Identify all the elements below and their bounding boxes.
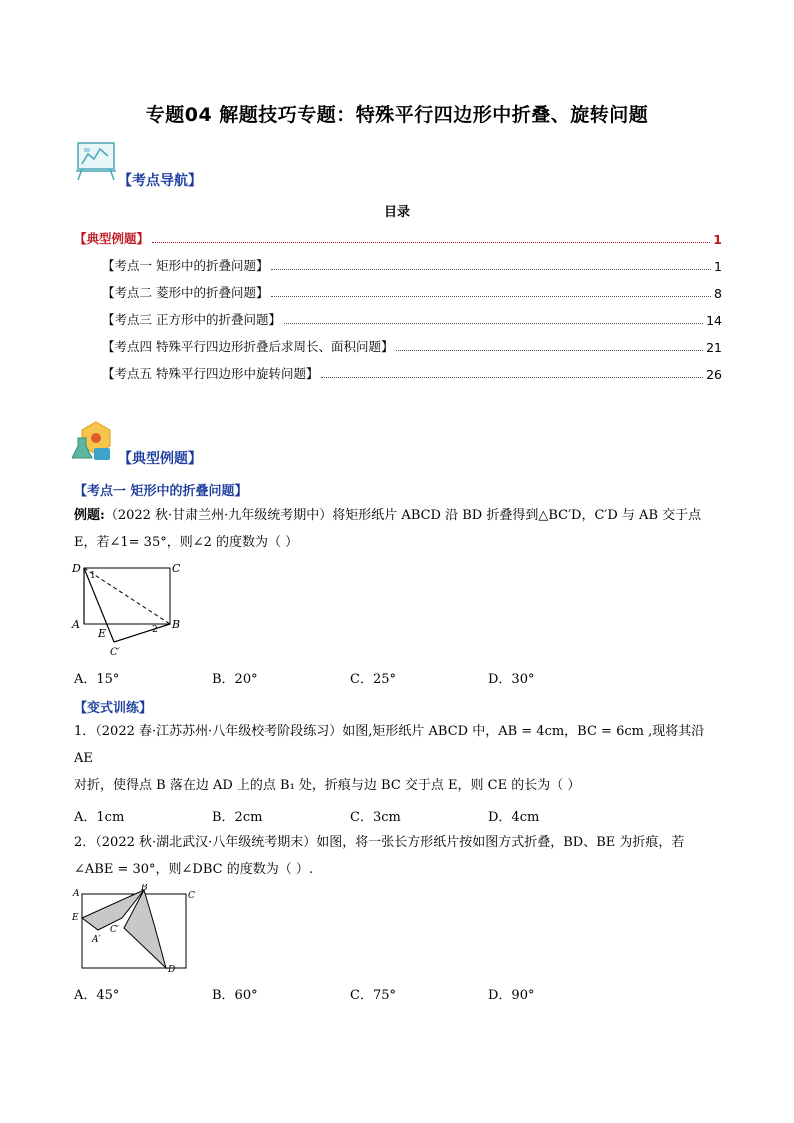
q2-label-b: B xyxy=(141,884,148,893)
toc-item-page: 21 xyxy=(706,340,722,355)
fig-label-c-prime: C′ xyxy=(110,647,120,658)
toc-leader-dots xyxy=(271,269,711,270)
example-option-c[interactable]: C．25° xyxy=(350,672,396,687)
toc-leader-dots xyxy=(396,350,703,351)
toc-item-label: 【考点五 特殊平行四边形中旋转问题】 xyxy=(102,366,319,381)
q2-label-c: C xyxy=(188,891,195,901)
toc-item-page: 14 xyxy=(706,313,722,328)
fig-angle-1: 1 xyxy=(90,571,96,581)
fig-label-c: C xyxy=(172,562,181,575)
example-question xyxy=(74,502,724,556)
toc-leader-dots xyxy=(321,377,703,378)
example-line1: （2022 秋·甘肃兰州·九年级统考期中）将矩形纸片 ABCD 沿 BD 折叠得到△BC′D，C′D 与 AB 交于点 xyxy=(104,508,702,523)
example-line2: E，若∠1= 35°，则∠2 的度数为（ ） xyxy=(74,535,299,550)
q2-option-c[interactable]: C．75° xyxy=(350,988,396,1003)
q1-line2: 对折，使得点 B 落在边 AD 上的点 B₁ 处，折痕与边 BC 交于点 E，则 CE 的长为（ ） xyxy=(74,778,581,793)
q1-question xyxy=(74,718,724,799)
q2-line1: 2．（2022 秋·湖北武汉·八年级统考期末）如图，将一张长方形纸片按如图方式折叠，BD、BE 为折痕，若 xyxy=(74,835,685,850)
variant-heading: 【变式训练】 xyxy=(74,701,153,716)
q2-option-b[interactable]: B．60° xyxy=(212,988,258,1003)
fig-label-a: A xyxy=(72,618,80,631)
toc-leader-dots xyxy=(271,296,711,297)
toc-item-label: 【典型例题】 xyxy=(74,231,150,246)
topic1-heading: 【考点一 矩形中的折叠问题】 xyxy=(74,484,248,499)
q1-option-a[interactable]: A．1cm xyxy=(74,810,125,825)
q1-option-d[interactable]: D．4cm xyxy=(488,810,540,825)
toc-item-label: 【考点二 菱形中的折叠问题】 xyxy=(102,285,269,300)
q2-label-a-prime: A′ xyxy=(92,935,101,945)
example-figure xyxy=(70,560,190,660)
nav-heading: 【考点导航】 xyxy=(118,173,202,189)
toc-title: 目录 xyxy=(383,205,410,220)
example-prefix: 例题: xyxy=(74,508,105,523)
q2-figure xyxy=(70,884,200,976)
toc-item-label: 【考点一 矩形中的折叠问题】 xyxy=(102,258,269,273)
toc-item-topic3[interactable] xyxy=(102,310,722,328)
page-title: 专题04 解题技巧专题：特殊平行四边形中折叠、旋转问题 xyxy=(145,104,649,126)
q2-question xyxy=(74,829,724,883)
toc-item-topic1[interactable] xyxy=(102,256,722,274)
example-option-b[interactable]: B．20° xyxy=(212,672,258,687)
toc-leader-dots xyxy=(152,242,710,243)
example-option-a[interactable]: A．15° xyxy=(74,672,120,687)
toc-item-topic2[interactable] xyxy=(102,283,722,301)
example-option-d[interactable]: D．30° xyxy=(488,672,535,687)
toc-item-topic5[interactable] xyxy=(102,364,722,382)
toc-item-page: 1 xyxy=(714,259,722,274)
toc-item-label: 【考点四 特殊平行四边形折叠后求周长、面积问题】 xyxy=(102,339,394,354)
fig-angle-2: 2 xyxy=(152,625,158,635)
toc-item-examples[interactable] xyxy=(74,229,722,247)
q2-label-e: E xyxy=(72,913,79,923)
q2-label-a: A xyxy=(73,889,80,899)
fig-label-b: B xyxy=(172,618,181,631)
toc-item-page: 1 xyxy=(713,232,722,247)
q1-option-c[interactable]: C．3cm xyxy=(350,810,401,825)
q1-option-b[interactable]: B．2cm xyxy=(212,810,263,825)
toc-leader-dots xyxy=(284,323,703,324)
q2-option-a[interactable]: A．45° xyxy=(74,988,120,1003)
q2-label-d: D xyxy=(168,965,176,975)
toc-item-topic4[interactable] xyxy=(102,337,722,355)
q2-label-c-prime: C′ xyxy=(110,925,119,935)
lab-flask-icon xyxy=(72,420,118,464)
presentation-board-icon xyxy=(74,140,120,182)
q1-line1: 1．（2022 春·江苏苏州·八年级校考阶段练习）如图,矩形纸片 ABCD 中，AB = 4cm，BC = 6cm ,现将其沿 AE xyxy=(74,724,705,766)
fig-label-d: D xyxy=(72,562,81,575)
toc-item-page: 8 xyxy=(714,286,722,301)
toc-item-label: 【考点三 正方形中的折叠问题】 xyxy=(102,312,281,327)
examples-heading: 【典型例题】 xyxy=(118,451,202,467)
fig-label-e: E xyxy=(98,627,107,640)
q2-line2: ∠ABE = 30°，则∠DBC 的度数为（ ）. xyxy=(74,862,313,877)
q2-option-d[interactable]: D．90° xyxy=(488,988,535,1003)
toc-item-page: 26 xyxy=(706,367,722,382)
